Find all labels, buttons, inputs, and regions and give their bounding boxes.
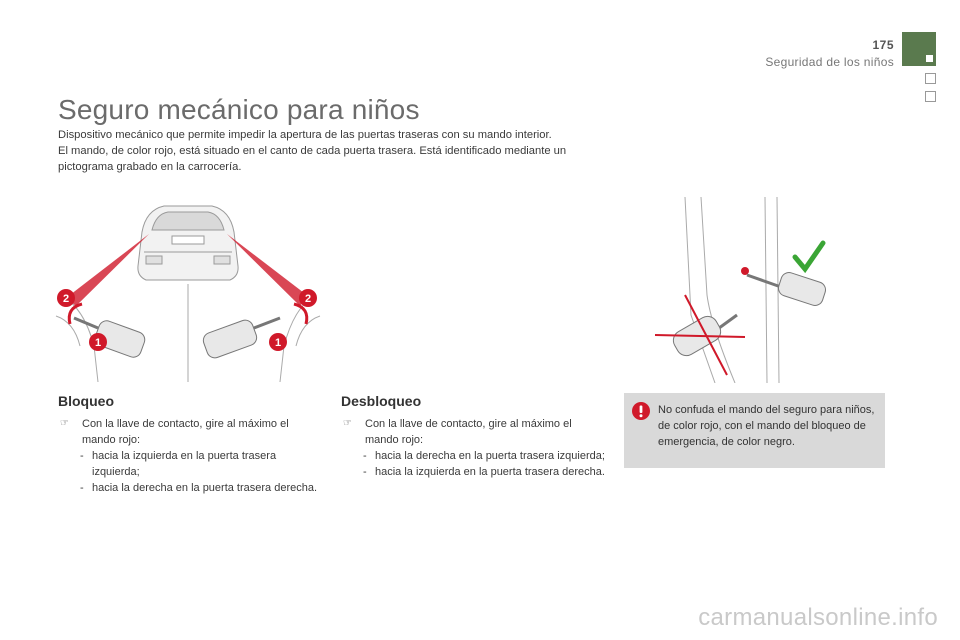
car-rear-icon: [138, 206, 238, 280]
intro-paragraph: Dispositivo mecánico que permite impedir la apertura de las puertas traseras con su mando interior.: [58, 129, 552, 141]
intro-paragraph: El mando, de color rojo, está situado en el canto de cada puerta trasera. Está identificado mediante un pictograma grabado en la carrocería.: [58, 145, 567, 173]
chapter-tab[interactable]: [925, 73, 936, 84]
intro-text: [58, 127, 618, 175]
callout-label: 2: [304, 293, 312, 305]
callout-badge: [299, 289, 317, 307]
list-item-text: hacia la derecha en la puerta trasera derecha.: [92, 482, 318, 494]
desbloqueo-section: [341, 416, 606, 480]
list-item: - hacia la izquierda en la puerta trasera izquierda;: [80, 450, 277, 478]
page-title: Seguro mecánico para niños: [58, 94, 420, 125]
instruction-text: Con la llave de contacto, gire al máximo el mando rojo:: [365, 418, 572, 446]
warning-text: No confuda el mando del seguro para niños, de color rojo, con el mando del bloqueo de emergencia, de color negro.: [658, 404, 875, 448]
list-item: - hacia la izquierda en la puerta trasera derecha.: [363, 466, 605, 478]
bloqueo-section: [58, 416, 323, 496]
key-left-icon: [74, 318, 147, 359]
list-item: - hacia la derecha en la puerta trasera izquierda;: [363, 450, 605, 462]
rotate-arrow-icon: [294, 304, 307, 324]
highlight-beam: [227, 234, 308, 306]
list-item: - hacia la derecha en la puerta trasera derecha.: [80, 482, 318, 494]
page-number: 175: [872, 38, 894, 52]
watermark: carmanualsonline.info: [698, 604, 938, 631]
callout-label: 1: [94, 337, 102, 349]
callout-badge: [57, 289, 75, 307]
pointer-icon: ☞: [60, 418, 69, 429]
child-lock-illustration: [54, 196, 322, 382]
cross-icon: [655, 295, 745, 375]
callout-label: 1: [274, 337, 282, 349]
desbloqueo-heading: Desbloqueo: [341, 393, 422, 409]
desbloqueo-instruction: [341, 416, 606, 448]
callout-label: 2: [62, 293, 70, 305]
list-item-text: hacia la izquierda en la puerta trasera izquierda;: [92, 450, 277, 478]
key-comparison-illustration: [645, 195, 840, 383]
key-right-icon: [201, 318, 280, 360]
highlight-beam: [66, 234, 149, 306]
pointer-icon: ☞: [343, 418, 352, 429]
bloqueo-instruction: [58, 416, 323, 448]
bloqueo-heading: Bloqueo: [58, 393, 114, 409]
warning-box: [624, 393, 885, 468]
callout-badge: [269, 333, 287, 351]
list-item-text: hacia la derecha en la puerta trasera izquierda;: [375, 450, 605, 462]
callout-badge: [89, 333, 107, 351]
chapter-tab-active[interactable]: [902, 32, 936, 66]
exclamation-icon: [632, 402, 650, 420]
door-edge: [685, 197, 779, 383]
list-item-text: hacia la izquierda en la puerta trasera derecha.: [375, 466, 605, 478]
chapter-tab[interactable]: [925, 91, 936, 102]
key-correct-icon: [747, 270, 828, 307]
instruction-text: Con la llave de contacto, gire al máximo el mando rojo:: [82, 418, 289, 446]
tab-marker-icon: [926, 55, 933, 62]
checkmark-icon: [795, 243, 823, 269]
section-title: Seguridad de los niños: [765, 55, 894, 69]
